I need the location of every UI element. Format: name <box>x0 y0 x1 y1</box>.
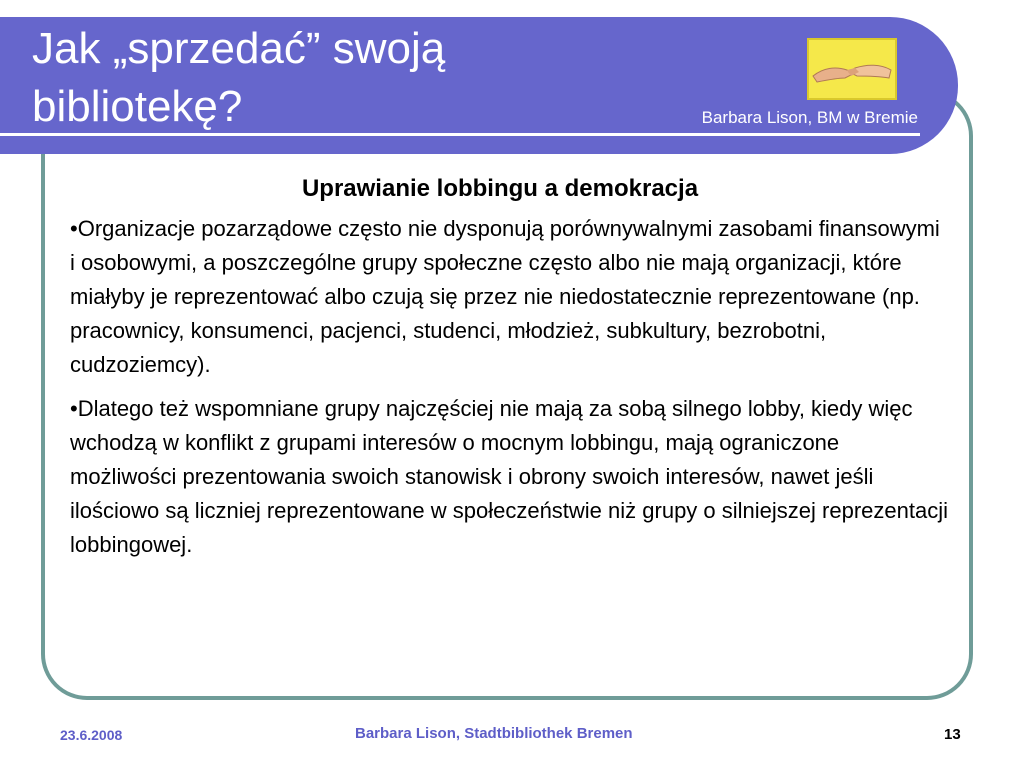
footer-author: Barbara Lison, Stadtbibliothek Bremen <box>355 725 633 742</box>
slide-title: Jak „sprzedać” swoją bibliotekę? <box>32 24 446 131</box>
bullet-paragraph: •Organizacje pozarządowe często nie dysponują porównywalnymi zasobami finansowymi i osobowymi, a poszczególne grupy społeczne często albo nie mają organizacji, które miałyby je reprezentować albo czują się przez nie niedostatecznie reprezentowane (np. pracownicy, konsumenci, pacjenci, studenci, młodzież, subkultury, bezrobotni, cudzoziemcy). <box>70 216 940 377</box>
slide-subtitle: Barbara Lison, BM w Bremie <box>701 108 918 127</box>
section-heading: Uprawianie lobbingu a demokracja <box>301 175 699 202</box>
page-number: 13 <box>944 726 961 743</box>
footer-date: 23.6.2008 <box>60 727 123 743</box>
bullet-paragraph: •Dlatego też wspomniane grupy najczęściej nie mają za sobą silnego lobby, kiedy więc wchodzą w konflikt z grupami interesów o mocnym lobbingu, mają ograniczone możliwości prezentowania swoich stanowisk i obrony swoich interesów, nawet jeśli ilościowo są liczniej reprezentowane w społeczeństwie niż grupy o silniejszej reprezentacji lobbingowej. <box>70 396 948 557</box>
handshake-icon <box>807 38 897 100</box>
slide-body <box>70 172 950 572</box>
